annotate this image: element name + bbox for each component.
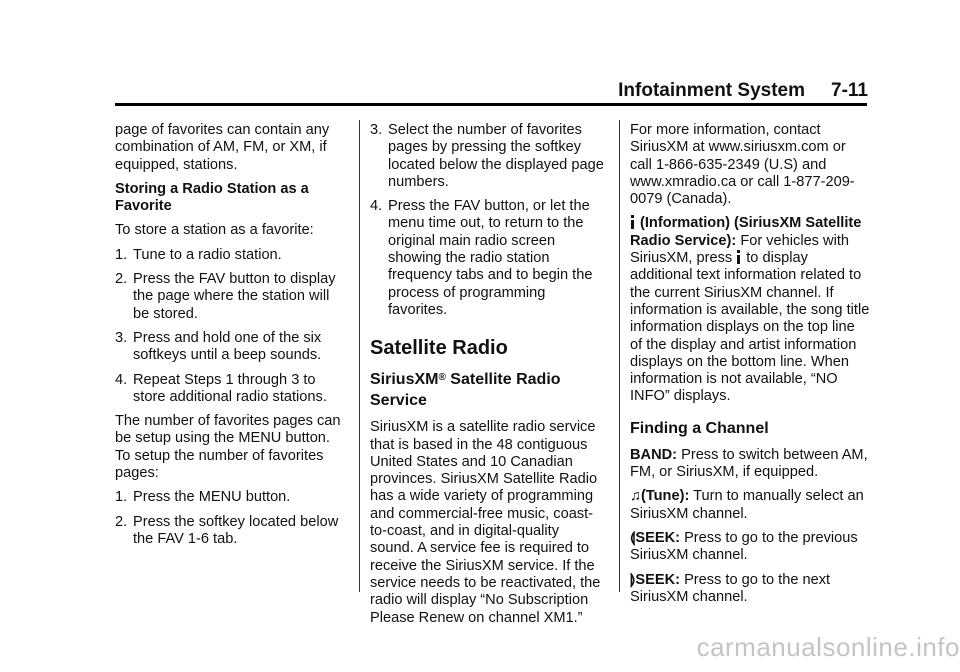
column-divider — [619, 120, 620, 592]
heading-finding-channel: Finding a Channel — [630, 419, 769, 437]
list-text: Press the softkey located below the FAV 1-6 tab. — [133, 513, 339, 547]
seek-next-icon: ⟭ — [630, 571, 636, 588]
list-text: Press the MENU button. — [133, 489, 291, 506]
paragraph: To store a station as a favorite: — [115, 222, 314, 239]
info-icon — [630, 215, 636, 227]
section-title: Infotainment System — [618, 80, 806, 101]
info-text: For vehicles with SiriusXM, press — [630, 232, 849, 267]
heading-text: SiriusXM — [370, 371, 439, 389]
list-number: 2. — [115, 513, 128, 530]
heading-text: Satellite Radio Service — [370, 371, 561, 410]
band-entry — [630, 447, 870, 482]
heading-siriusxm-service — [370, 369, 606, 411]
list-number: 4. — [370, 198, 383, 215]
subheading-storing: Storing a Radio Station as a Favorite — [115, 180, 309, 215]
tune-label: (Tune): — [640, 488, 690, 505]
list-item — [370, 122, 606, 191]
paragraph: page of favorites can contain any combination of AM, FM, or XM, if equipped, stations. — [115, 122, 330, 173]
registered-mark: ® — [438, 372, 446, 384]
seek-label: SEEK: — [635, 529, 681, 546]
list-number: 4. — [115, 371, 128, 388]
paragraph: The number of favorites pages can be setup using the MENU button. To setup the number of favorites pages: — [115, 413, 341, 482]
seek-previous-icon: ⟬ — [630, 529, 636, 546]
info-text: to display additional text information related to the current SiriusXM channel. If information is available, the song title information displays on the top line of the display and artist information displays on the bottom line. When information is not available, “NO INFO” displays. — [630, 250, 870, 405]
list-number: 2. — [115, 271, 128, 288]
heading-satellite-radio: Satellite Radio — [370, 337, 508, 360]
watermark: carmanualsonline.info — [696, 632, 960, 662]
list-item — [115, 489, 348, 506]
seek-previous-entry — [630, 530, 870, 565]
header-rule — [115, 103, 867, 106]
seek-text: Press to go to the previous SiriusXM channel. — [630, 529, 858, 564]
info-label: (Information) (SiriusXM Satellite Radio Service): — [630, 215, 862, 249]
page-number: 7-11 — [831, 80, 868, 101]
column-divider — [359, 120, 360, 592]
list-number: 3. — [370, 122, 383, 138]
list-text: Press and hold one of the six softkeys until a beep sounds. — [133, 329, 322, 364]
list-item — [115, 330, 348, 365]
seek-next-entry — [630, 572, 870, 607]
list-text: Select the number of favorites pages by pressing the softkey located below the displayed page numbers. — [388, 122, 604, 190]
tune-entry — [630, 488, 870, 523]
list-item — [370, 198, 606, 319]
list-text: Tune to a radio station. — [133, 246, 282, 263]
list-number: 1. — [115, 246, 128, 263]
list-item — [115, 372, 348, 407]
list-item — [115, 514, 348, 549]
paragraph: For more information, contact SiriusXM at www.siriusxm.com or call 1-866-635-2349 (U.S) and www.xmradio.ca or call 1-877-209-0079 (Canada). — [630, 122, 855, 208]
list-text: Press the FAV button, or let the menu time out, to return to the original main radio screen showing the radio station frequency tabs and to begin the process of programming favorites. — [388, 198, 593, 318]
list-item — [115, 271, 348, 323]
band-label: BAND: — [630, 446, 678, 463]
list-text: Press the FAV button to display the page where the station will be stored. — [133, 271, 336, 322]
list-number: 1. — [115, 489, 128, 506]
column-1 — [115, 122, 348, 555]
list-number: 3. — [115, 329, 128, 346]
band-text: Press to switch between AM, FM, or SiriusXM, if equipped. — [630, 446, 868, 481]
tune-text: Turn to manually select an SiriusXM channel. — [630, 488, 864, 522]
music-note-icon: ♫ — [630, 488, 641, 505]
seek-text: Press to go to the next SiriusXM channel. — [630, 571, 831, 605]
list-text: Repeat Steps 1 through 3 to store additional radio stations. — [133, 371, 327, 405]
info-icon — [736, 250, 742, 262]
seek-label: SEEK: — [635, 571, 681, 588]
paragraph: SiriusXM is a satellite radio service that is based in the 48 contiguous United States and 10 Canadian provinces. SiriusXM Satellite Radio has a wide variety of programming and commercial-free music, coast-to-coast, and in digital-quality sound. A service fee is required to receive the SiriusXM service. If the service needs to be reactivated, the radio will display “No Subscription Please Renew on channel XM1.” — [370, 419, 601, 626]
column-3 — [630, 122, 870, 613]
list-item — [115, 247, 348, 264]
page-header — [0, 80, 868, 102]
info-entry — [630, 215, 870, 405]
column-2 — [370, 122, 606, 634]
